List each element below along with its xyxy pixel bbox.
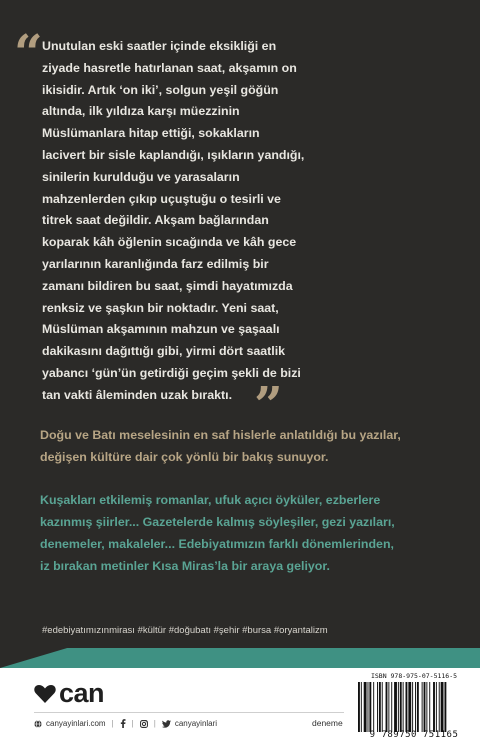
quote-line: koparak kâh öğlenin sıcağında ve kâh gece [42,235,297,250]
social-handle[interactable]: canyayinlari [174,719,218,728]
barcode-bar [406,682,408,732]
quote-line: sinilerin kurulduğu ve yarasaların [42,169,240,184]
barcode-bar [358,682,360,732]
quote-block [42,36,332,407]
instagram-icon[interactable] [140,720,148,728]
open-quote-mark: “ [14,23,43,82]
blurb-line: iz bırakan metinler Kısa Miras’la bir araya geliyor. [40,559,330,573]
quote-line: dakikasını dağıttığı gibi, yirmi dört saatlik [42,344,286,359]
barcode-bar [436,682,437,732]
barcode-bar [391,682,392,732]
barcode-block [352,672,476,744]
quote-line: yabancı ‘gün’ün getirdiği geçim şekli de bizi [42,365,301,380]
barcode-bar [429,682,430,732]
close-quote-mark: ” [254,375,283,434]
barcode-bar [361,682,362,732]
barcode-bar [422,682,423,732]
publisher-logo [34,680,104,707]
quote-line: mahzenlerden çıkıp uçuştuğu o tesirli ve [42,191,281,206]
publisher-footer [34,719,217,728]
quote-line: ziyade hasretle hatırlanan saat, akşamın on [42,60,297,75]
website-link[interactable]: canyayinlari.com [46,719,106,728]
barcode-bar [388,682,389,732]
barcode-bar [403,682,404,732]
barcode-bar [417,682,419,732]
barcode-bar [424,682,426,732]
blurb-line: denemeler, makaleler... Edebiyatımızın farklı dönemlerinden, [40,537,394,551]
separator: | [153,719,156,728]
quote-line: ikisidir. Artık ‘on iki’, solgun yeşil göğün [42,82,279,97]
quote-line: zamanı bildiren bu saat, şimdi hayatımızda [42,278,293,293]
quote-line: altında, ilk yıldıza karşı müezzinin [42,104,240,119]
quote-line: Müslümanlara hitap ettiği, sokakların [42,126,260,141]
blurb-line: kazınmış şiirler... Gazetelerde kalmış söyleşiler, gezi yazıları, [40,515,395,529]
blurb-line: Doğu ve Batı meselesinin en saf hislerle anlatıldığı bu yazılar, [40,428,401,442]
quote-line: tan vakti âleminden uzak bıraktı. [42,387,233,402]
barcode-bar [379,682,381,732]
quote-line: Unutulan eski saatler içinde eksikliği en [42,39,277,53]
separator: | [111,719,114,728]
barcode-bar [426,682,427,732]
quote-line: Müslüman akşamının mahzun ve şaşaalı [42,322,280,337]
gold-blurb [40,424,460,468]
quote-line: yarılarının karanlığında farz edilmiş bir [42,256,269,271]
footer-divider [34,712,344,713]
barcode-bar [415,682,416,732]
facebook-icon[interactable] [120,719,126,728]
twitter-icon[interactable] [162,720,171,728]
barcode-bar [369,682,371,732]
quote-line: titrek saat değildir. Akşam bağlarından [42,213,269,228]
teal-blurb [40,489,460,577]
genre-label: deneme [312,718,343,728]
logo-text: can [59,678,105,708]
barcode-bar [373,682,374,732]
barcode-bar [386,682,388,732]
teal-band [0,648,480,668]
barcode-bar [382,682,383,732]
ean-number: 9 789750 751165 [369,730,459,740]
barcode-bar [444,682,446,732]
barcode-bar [368,682,369,732]
barcode-bar [400,682,402,732]
globe-icon [34,720,42,728]
barcode-bar [412,682,413,732]
blurb-line: Kuşakları etkilemiş romanlar, ufuk açıcı öyküler, ezberlere [40,493,381,507]
blurb-line: değişen kültüre dair çok yönlü bir bakış sunuyor. [40,450,329,464]
barcode-bar [441,682,444,732]
isbn-text: ISBN 978-975-07-5116-5 [370,672,458,680]
barcode-bar [433,682,435,732]
barcode-icon [358,682,472,732]
quote-line: lacivert bir sisle kaplandığı, ışıkların yandığı, [42,147,305,162]
barcode-bar [377,682,378,732]
barcode-bar [394,682,397,732]
barcode-bar [439,682,440,732]
quote-line: renksiz ve şaşkın bir noktadır. Yeni saat, [42,300,279,315]
separator: | [131,719,134,728]
barcode-bar [398,682,399,732]
heart-icon [34,684,56,704]
barcode-bar [408,682,411,732]
hashtags: #edebiyatımızınmirası #kültür #doğubatı #şehir #bursa #oryantalizm [42,625,328,636]
barcode-bar [364,682,367,732]
